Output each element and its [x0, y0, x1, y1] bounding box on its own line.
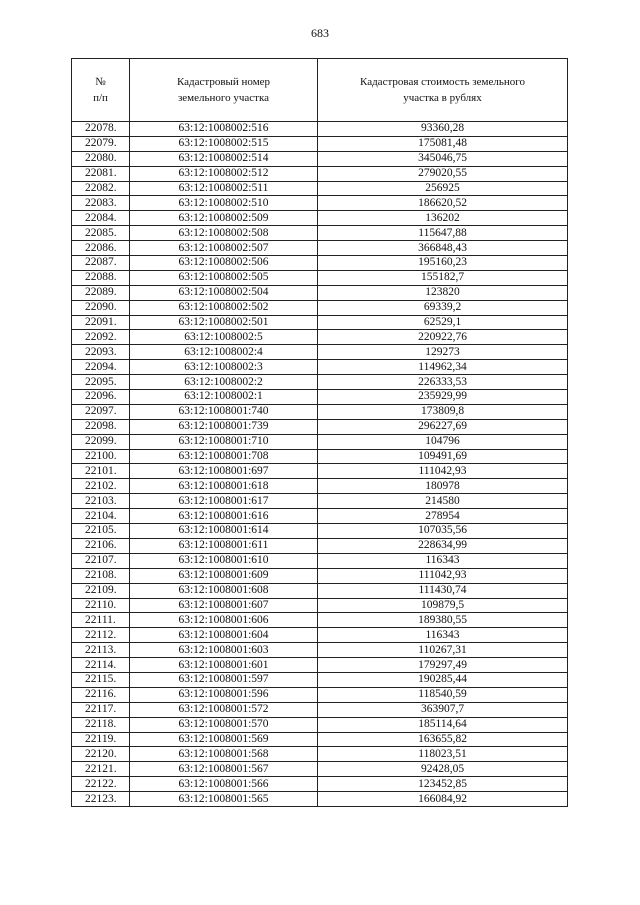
table-row — [72, 360, 568, 375]
table-row — [72, 628, 568, 643]
cadastral-number-cell: 63:12:1008002:515 — [130, 136, 318, 151]
row-number-cell: 22100. — [72, 449, 130, 464]
table-row — [72, 166, 568, 181]
table-row — [72, 568, 568, 583]
table-row — [72, 717, 568, 732]
cadastral-number-cell: 63:12:1008001:606 — [130, 613, 318, 628]
table-body — [72, 122, 568, 807]
row-number-cell: 22098. — [72, 419, 130, 434]
table-row — [72, 643, 568, 658]
row-number-cell: 22089. — [72, 285, 130, 300]
table-row — [72, 226, 568, 241]
row-number-cell: 22106. — [72, 538, 130, 553]
table-row — [72, 583, 568, 598]
cadastral-number-cell: 63:12:1008002:509 — [130, 211, 318, 226]
table-row — [72, 256, 568, 271]
table-row — [72, 241, 568, 256]
row-number-cell: 22099. — [72, 434, 130, 449]
cadastral-number-cell: 63:12:1008002:516 — [130, 122, 318, 137]
cadastral-value-cell: 62529,1 — [318, 315, 568, 330]
row-number-cell: 22086. — [72, 241, 130, 256]
cadastral-number-cell: 63:12:1008001:570 — [130, 717, 318, 732]
cadastral-number-cell: 63:12:1008002:1 — [130, 390, 318, 405]
table-row — [72, 553, 568, 568]
cadastral-number-cell: 63:12:1008001:740 — [130, 404, 318, 419]
cadastral-value-cell: 123820 — [318, 285, 568, 300]
cadastral-value-cell: 118023,51 — [318, 747, 568, 762]
row-number-cell: 22093. — [72, 345, 130, 360]
cadastral-value-cell: 111042,93 — [318, 568, 568, 583]
row-number-cell: 22117. — [72, 702, 130, 717]
row-number-cell: 22102. — [72, 479, 130, 494]
cadastral-number-cell: 63:12:1008001:572 — [130, 702, 318, 717]
table-row — [72, 300, 568, 315]
table-row — [72, 747, 568, 762]
row-number-cell: 22084. — [72, 211, 130, 226]
cadastral-value-cell: 116343 — [318, 628, 568, 643]
table-row — [72, 122, 568, 137]
row-number-cell: 22083. — [72, 196, 130, 211]
table-row — [72, 777, 568, 792]
table-row — [72, 404, 568, 419]
table-row — [72, 524, 568, 539]
cadastral-value-cell: 129273 — [318, 345, 568, 360]
cadastral-value-cell: 189380,55 — [318, 613, 568, 628]
cadastral-value-cell: 93360,28 — [318, 122, 568, 137]
table-header — [72, 59, 568, 122]
cadastral-value-cell: 190285,44 — [318, 672, 568, 687]
cadastral-value-cell: 256925 — [318, 181, 568, 196]
cadastral-number-cell: 63:12:1008001:567 — [130, 762, 318, 777]
row-number-cell: 22110. — [72, 598, 130, 613]
table-row — [72, 136, 568, 151]
cadastral-value-cell: 69339,2 — [318, 300, 568, 315]
cadastral-number-cell: 63:12:1008001:597 — [130, 672, 318, 687]
table-row — [72, 509, 568, 524]
row-number-cell: 22080. — [72, 151, 130, 166]
cadastral-number-cell: 63:12:1008001:617 — [130, 494, 318, 509]
cadastral-value-cell: 363907,7 — [318, 702, 568, 717]
cadastral-value-cell: 179297,49 — [318, 658, 568, 673]
row-number-cell: 22095. — [72, 375, 130, 390]
cadastral-number-cell: 63:12:1008001:603 — [130, 643, 318, 658]
row-number-cell: 22101. — [72, 464, 130, 479]
cadastral-value-cell: 123452,85 — [318, 777, 568, 792]
row-number-cell: 22105. — [72, 524, 130, 539]
table-row — [72, 211, 568, 226]
cadastral-number-cell: 63:12:1008001:596 — [130, 687, 318, 702]
cadastral-number-cell: 63:12:1008002:512 — [130, 166, 318, 181]
cadastral-number-cell: 63:12:1008001:710 — [130, 434, 318, 449]
cadastral-number-cell: 63:12:1008002:505 — [130, 270, 318, 285]
row-number-cell: 22104. — [72, 509, 130, 524]
row-number-cell: 22096. — [72, 390, 130, 405]
table-row — [72, 464, 568, 479]
cadastral-value-cell: 173809,8 — [318, 404, 568, 419]
table-row — [72, 196, 568, 211]
cadastral-value-table — [71, 58, 568, 807]
cadastral-value-cell: 104796 — [318, 434, 568, 449]
row-number-cell: 22088. — [72, 270, 130, 285]
cadastral-number-cell: 63:12:1008002:504 — [130, 285, 318, 300]
cadastral-value-cell: 92428,05 — [318, 762, 568, 777]
table-row — [72, 390, 568, 405]
table-row — [72, 449, 568, 464]
cadastral-value-cell: 116343 — [318, 553, 568, 568]
row-number-cell: 22107. — [72, 553, 130, 568]
cadastral-value-cell: 109879,5 — [318, 598, 568, 613]
table-row — [72, 762, 568, 777]
cadastral-number-cell: 63:12:1008002:507 — [130, 241, 318, 256]
cadastral-value-cell: 107035,56 — [318, 524, 568, 539]
row-number-cell: 22091. — [72, 315, 130, 330]
cadastral-number-cell: 63:12:1008002:2 — [130, 375, 318, 390]
row-number-cell: 22094. — [72, 360, 130, 375]
row-number-cell: 22116. — [72, 687, 130, 702]
cadastral-value-cell: 366848,43 — [318, 241, 568, 256]
cadastral-number-cell: 63:12:1008001:616 — [130, 509, 318, 524]
cadastral-number-cell: 63:12:1008001:739 — [130, 419, 318, 434]
table-row — [72, 613, 568, 628]
table-row — [72, 479, 568, 494]
row-number-cell: 22087. — [72, 256, 130, 271]
table-row — [72, 687, 568, 702]
cadastral-number-cell: 63:12:1008001:708 — [130, 449, 318, 464]
row-number-cell: 22082. — [72, 181, 130, 196]
row-number-cell: 22122. — [72, 777, 130, 792]
cadastral-value-cell: 279020,55 — [318, 166, 568, 181]
cadastral-value-cell: 235929,99 — [318, 390, 568, 405]
row-number-cell: 22103. — [72, 494, 130, 509]
cadastral-value-cell: 214580 — [318, 494, 568, 509]
cadastral-value-cell: 345046,75 — [318, 151, 568, 166]
table-row — [72, 672, 568, 687]
row-number-cell: 22112. — [72, 628, 130, 643]
cadastral-value-cell: 109491,69 — [318, 449, 568, 464]
cadastral-number-cell: 63:12:1008002:510 — [130, 196, 318, 211]
header-row-number: № п/п — [72, 59, 130, 122]
table-row — [72, 658, 568, 673]
row-number-cell: 22119. — [72, 732, 130, 747]
table-row — [72, 285, 568, 300]
cadastral-value-cell: 296227,69 — [318, 419, 568, 434]
cadastral-value-cell: 155182,7 — [318, 270, 568, 285]
cadastral-value-cell: 115647,88 — [318, 226, 568, 241]
row-number-cell: 22114. — [72, 658, 130, 673]
cadastral-number-cell: 63:12:1008001:607 — [130, 598, 318, 613]
cadastral-value-cell: 226333,53 — [318, 375, 568, 390]
cadastral-number-cell: 63:12:1008001:611 — [130, 538, 318, 553]
header-cadastral-value: Кадастровая стоимость земельного участка в рублях — [318, 59, 568, 122]
cadastral-number-cell: 63:12:1008001:609 — [130, 568, 318, 583]
table-row — [72, 792, 568, 807]
cadastral-number-cell: 63:12:1008001:565 — [130, 792, 318, 807]
cadastral-value-cell: 111430,74 — [318, 583, 568, 598]
cadastral-number-cell: 63:12:1008001:569 — [130, 732, 318, 747]
cadastral-value-cell: 136202 — [318, 211, 568, 226]
row-number-cell: 22097. — [72, 404, 130, 419]
cadastral-value-cell: 278954 — [318, 509, 568, 524]
cadastral-number-cell: 63:12:1008002:5 — [130, 330, 318, 345]
row-number-cell: 22123. — [72, 792, 130, 807]
header-row — [72, 59, 568, 122]
table-row — [72, 598, 568, 613]
cadastral-number-cell: 63:12:1008002:4 — [130, 345, 318, 360]
table-row — [72, 181, 568, 196]
cadastral-value-cell: 110267,31 — [318, 643, 568, 658]
table-row — [72, 345, 568, 360]
cadastral-number-cell: 63:12:1008001:614 — [130, 524, 318, 539]
cadastral-value-cell: 228634,99 — [318, 538, 568, 553]
row-number-cell: 22115. — [72, 672, 130, 687]
cadastral-number-cell: 63:12:1008002:506 — [130, 256, 318, 271]
row-number-cell: 22120. — [72, 747, 130, 762]
cadastral-number-cell: 63:12:1008002:3 — [130, 360, 318, 375]
table-row — [72, 434, 568, 449]
table-row — [72, 538, 568, 553]
cadastral-value-cell: 195160,23 — [318, 256, 568, 271]
cadastral-number-cell: 63:12:1008001:610 — [130, 553, 318, 568]
table-row — [72, 330, 568, 345]
cadastral-number-cell: 63:12:1008001:618 — [130, 479, 318, 494]
cadastral-number-cell: 63:12:1008002:502 — [130, 300, 318, 315]
row-number-cell: 22109. — [72, 583, 130, 598]
table-row — [72, 375, 568, 390]
cadastral-number-cell: 63:12:1008001:566 — [130, 777, 318, 792]
table-row — [72, 494, 568, 509]
row-number-cell: 22081. — [72, 166, 130, 181]
cadastral-number-cell: 63:12:1008002:511 — [130, 181, 318, 196]
cadastral-value-cell: 163655,82 — [318, 732, 568, 747]
cadastral-number-cell: 63:12:1008001:608 — [130, 583, 318, 598]
row-number-cell: 22111. — [72, 613, 130, 628]
cadastral-number-cell: 63:12:1008002:501 — [130, 315, 318, 330]
cadastral-number-cell: 63:12:1008002:514 — [130, 151, 318, 166]
cadastral-number-cell: 63:12:1008001:568 — [130, 747, 318, 762]
header-cadastral-number: Кадастровый номер земельного участка — [130, 59, 318, 122]
row-number-cell: 22118. — [72, 717, 130, 732]
cadastral-value-cell: 220922,76 — [318, 330, 568, 345]
table-row — [72, 151, 568, 166]
cadastral-number-cell: 63:12:1008001:697 — [130, 464, 318, 479]
cadastral-value-cell: 118540,59 — [318, 687, 568, 702]
cadastral-number-cell: 63:12:1008001:601 — [130, 658, 318, 673]
cadastral-value-cell: 185114,64 — [318, 717, 568, 732]
cadastral-number-cell: 63:12:1008001:604 — [130, 628, 318, 643]
cadastral-value-cell: 166084,92 — [318, 792, 568, 807]
table-row — [72, 702, 568, 717]
cadastral-value-cell: 175081,48 — [318, 136, 568, 151]
table-row — [72, 315, 568, 330]
row-number-cell: 22090. — [72, 300, 130, 315]
cadastral-number-cell: 63:12:1008002:508 — [130, 226, 318, 241]
cadastral-value-cell: 186620,52 — [318, 196, 568, 211]
cadastral-value-cell: 111042,93 — [318, 464, 568, 479]
row-number-cell: 22079. — [72, 136, 130, 151]
row-number-cell: 22121. — [72, 762, 130, 777]
row-number-cell: 22092. — [72, 330, 130, 345]
row-number-cell: 22085. — [72, 226, 130, 241]
row-number-cell: 22108. — [72, 568, 130, 583]
cadastral-value-cell: 114962,34 — [318, 360, 568, 375]
table-row — [72, 732, 568, 747]
row-number-cell: 22078. — [72, 122, 130, 137]
row-number-cell: 22113. — [72, 643, 130, 658]
page-number: 683 — [311, 26, 329, 40]
table-row — [72, 270, 568, 285]
cadastral-value-cell: 180978 — [318, 479, 568, 494]
table-row — [72, 419, 568, 434]
